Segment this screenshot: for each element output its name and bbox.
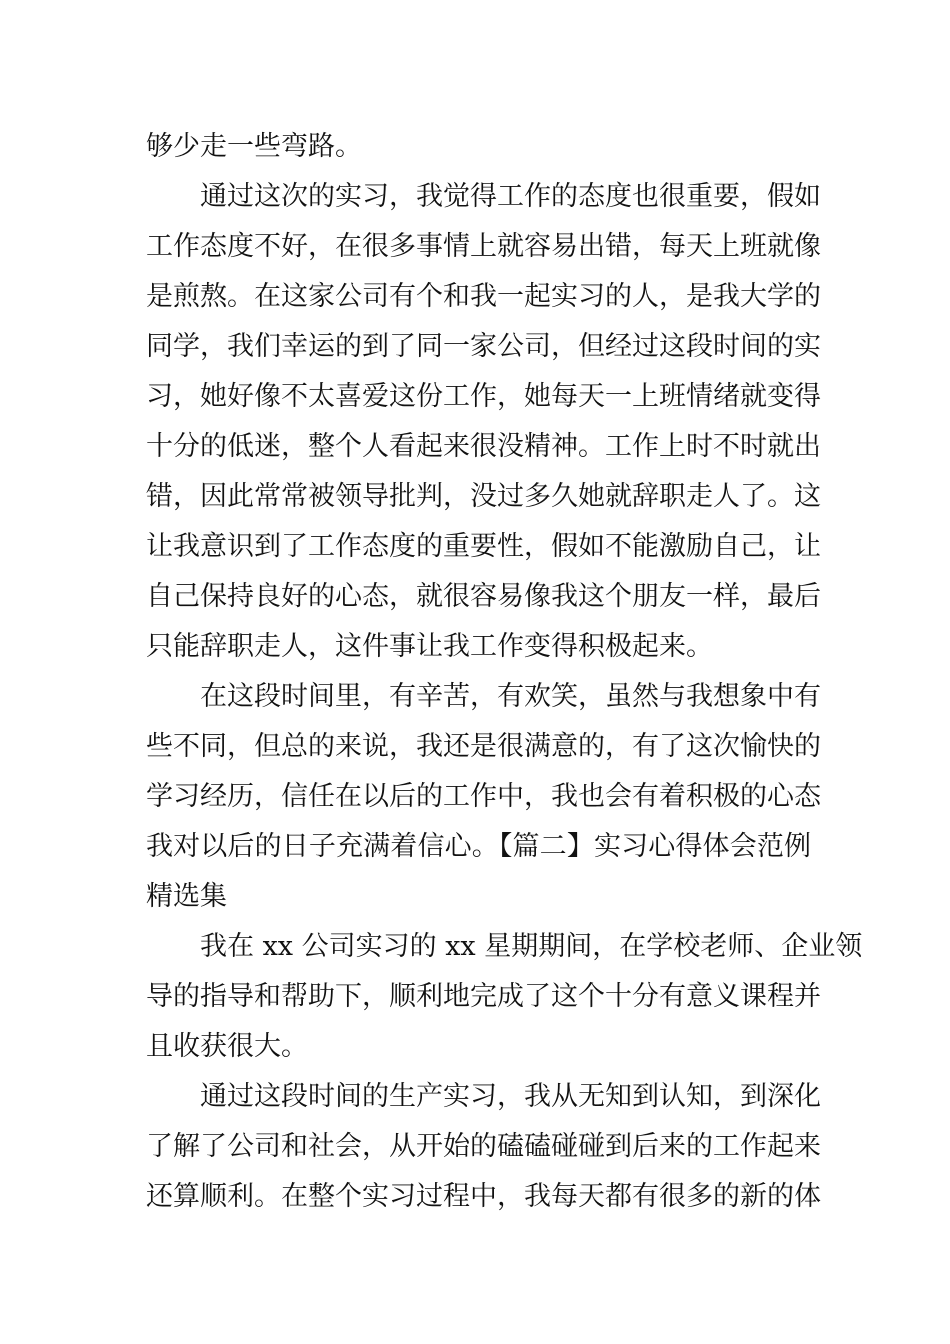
- text-line: 我在 xx 公司实习的 xx 星期期间，在学校老师、企业领: [146, 931, 863, 962]
- text-line: 精选集: [146, 881, 227, 912]
- body-text: [146, 122, 863, 1222]
- text-line: 错，因此常常被领导批判，没过多久她就辞职走人了。这: [146, 481, 821, 512]
- text-line: 自己保持良好的心态，就很容易像我这个朋友一样，最后: [146, 581, 821, 612]
- text-line: 且收获很大。: [146, 1031, 308, 1062]
- text-line: 同学，我们幸运的到了同一家公司，但经过这段时间的实: [146, 331, 821, 362]
- text-line: 通过这次的实习，我觉得工作的态度也很重要，假如: [146, 181, 821, 212]
- text-line: 学习经历，信任在以后的工作中，我也会有着积极的心态: [146, 781, 821, 812]
- text-line: 通过这段时间的生产实习，我从无知到认知，到深化: [146, 1081, 821, 1112]
- text-line: 只能辞职走人，这件事让我工作变得积极起来。: [146, 631, 713, 662]
- text-line: 十分的低迷，整个人看起来很没精神。工作上时不时就出: [146, 431, 821, 462]
- text-line: 导的指导和帮助下，顺利地完成了这个十分有意义课程并: [146, 981, 821, 1012]
- text-line: 习，她好像不太喜爱这份工作，她每天一上班情绪就变得: [146, 381, 821, 412]
- text-line: 让我意识到了工作态度的重要性，假如不能激励自己，让: [146, 531, 821, 562]
- text-line: 些不同，但总的来说，我还是很满意的，有了这次愉快的: [146, 731, 821, 762]
- text-line: 够少走一些弯路。: [146, 131, 362, 162]
- text-line: 是煎熬。在这家公司有个和我一起实习的人，是我大学的: [146, 281, 821, 312]
- text-line: 还算顺利。在整个实习过程中，我每天都有很多的新的体: [146, 1181, 821, 1212]
- text-line: 在这段时间里，有辛苦，有欢笑，虽然与我想象中有: [146, 681, 821, 712]
- text-line: 我对以后的日子充满着信心。【篇二】实习心得体会范例: [146, 831, 811, 862]
- text-line: 了解了公司和社会，从开始的磕磕碰碰到后来的工作起来: [146, 1131, 821, 1162]
- text-line: 工作态度不好，在很多事情上就容易出错，每天上班就像: [146, 231, 821, 262]
